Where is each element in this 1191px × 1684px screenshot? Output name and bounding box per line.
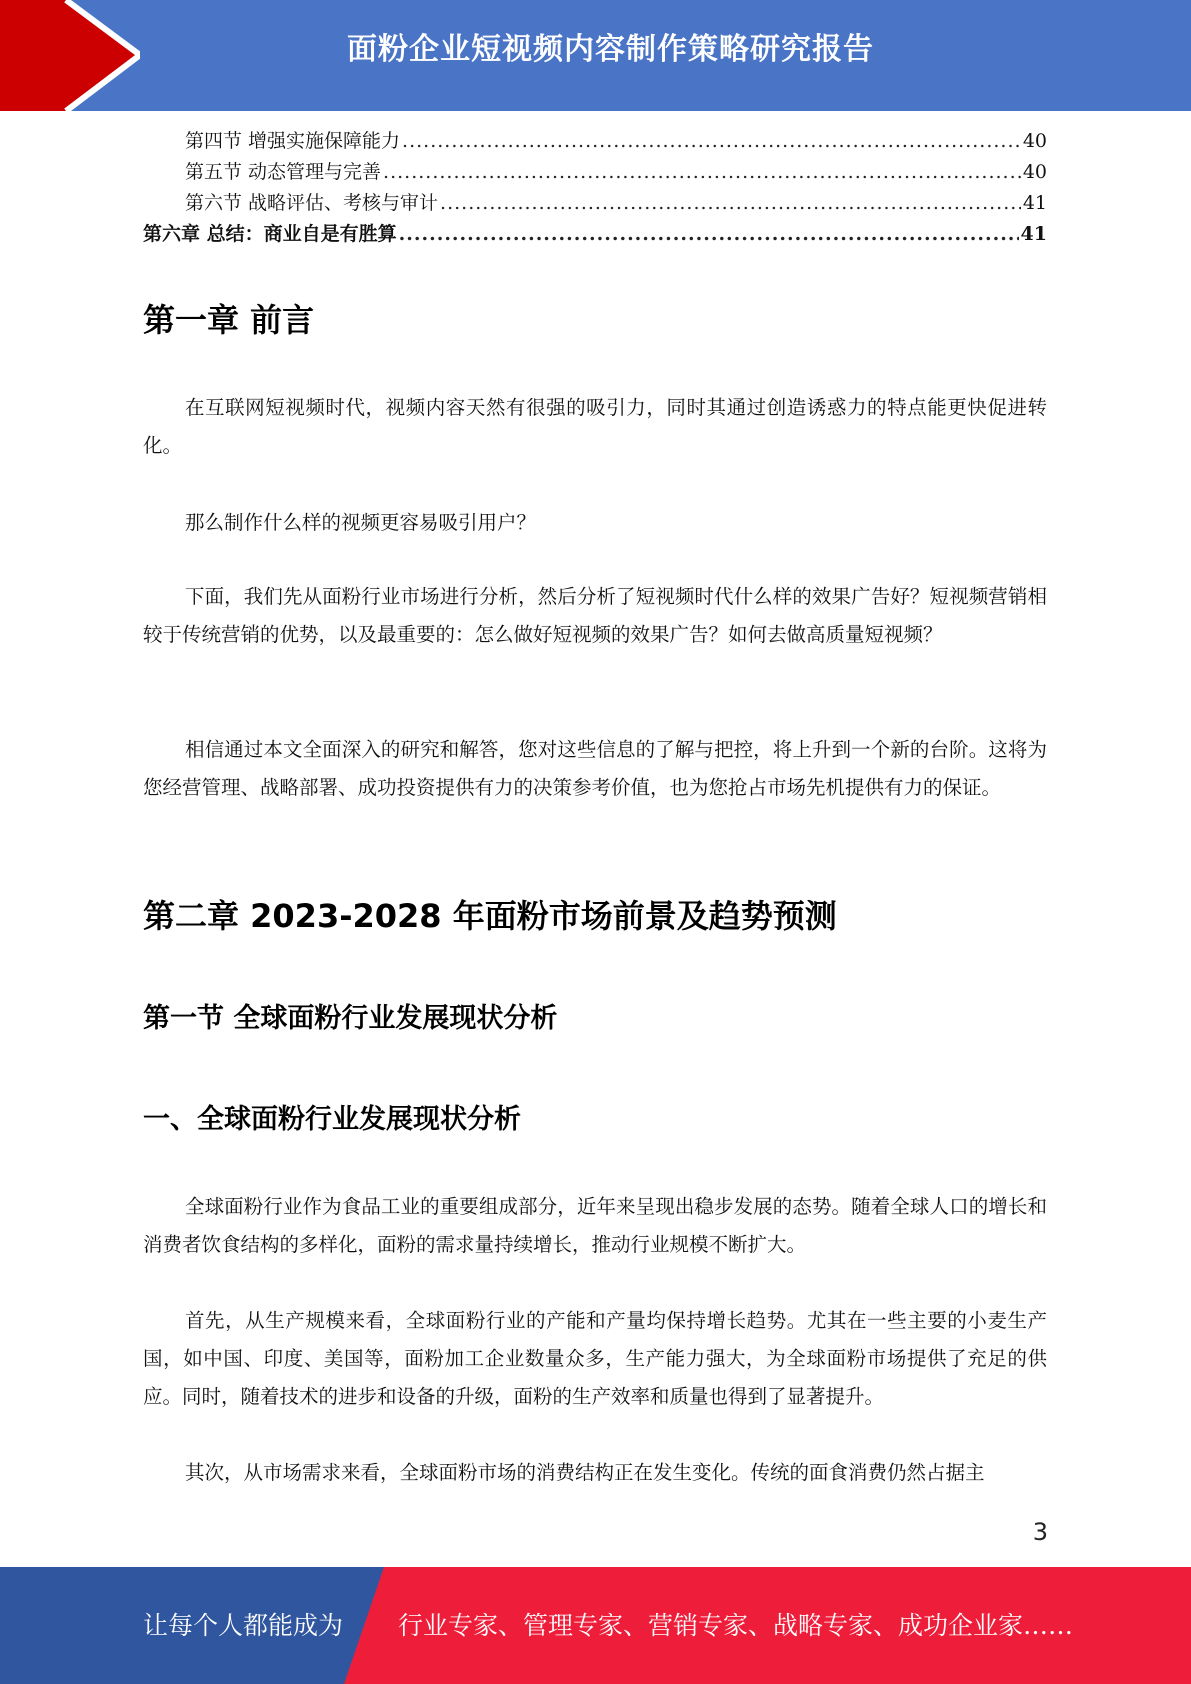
chapter-heading: 第一章 前言 xyxy=(143,301,315,339)
subsection-heading: 一、全球面粉行业发展现状分析 xyxy=(143,1104,521,1135)
toc-leader-dots xyxy=(383,161,1021,183)
toc-entry-page: 40 xyxy=(1022,130,1047,152)
toc-entry-title: 第六章 总结：商业自是有胜算 xyxy=(143,223,397,245)
paragraph: 首先，从生产规模来看，全球面粉行业的产能和产量均保持增长趋势。尤其在一些主要的小麦生产国，如中国、印度、美国等，面粉加工企业数量众多，生产能力强大，为全球面粉市场提供了充足的供应。同时，随着技术的进步和设备的升级，面粉的生产效率和质量也得到了显著提升。 xyxy=(143,1309,1047,1408)
toc-entry-chapter[interactable] xyxy=(143,219,1047,250)
page-number: 3 xyxy=(1032,1518,1048,1546)
toc-leader-dots xyxy=(402,130,1021,152)
footer-slogan-right: 行业专家、管理专家、营销专家、战略专家、成功企业家…… xyxy=(398,1611,1074,1640)
toc-entry[interactable] xyxy=(143,126,1047,157)
footer-slogan-left: 让每个人都能成为 xyxy=(143,1611,344,1640)
table-of-contents xyxy=(143,126,1047,250)
toc-entry-title: 第六节 战略评估、考核与审计 xyxy=(185,192,439,214)
toc-entry-title: 第四节 增强实施保障能力 xyxy=(185,130,401,152)
footer-banner xyxy=(0,1567,1191,1684)
paragraph: 下面，我们先从面粉行业市场进行分析，然后分析了短视频时代什么样的效果广告好？短视频营销相较于传统营销的优势，以及最重要的：怎么做好短视频的效果广告？如何去做高质量短视频？ xyxy=(143,585,1047,646)
paragraph: 其次，从市场需求来看，全球面粉市场的消费结构正在发生变化。传统的面食消费仍然占据主 xyxy=(185,1461,985,1484)
toc-entry[interactable] xyxy=(143,188,1047,219)
toc-leader-dots xyxy=(399,223,1019,245)
paragraph: 全球面粉行业作为食品工业的重要组成部分，近年来呈现出稳步发展的态势。随着全球人口的增长和消费者饮食结构的多样化，面粉的需求量持续增长，推动行业规模不断扩大。 xyxy=(143,1195,1047,1256)
section-heading: 第一节 全球面粉行业发展现状分析 xyxy=(143,1003,558,1034)
toc-entry-page: 41 xyxy=(1022,192,1047,214)
paragraph: 相信通过本文全面深入的研究和解答，您对这些信息的了解与把控，将上升到一个新的台阶。这将为您经营管理、战略部署、成功投资提供有力的决策参考价值，也为您抢占市场先机提供有力的保证。 xyxy=(143,738,1047,799)
toc-entry[interactable] xyxy=(143,157,1047,188)
paragraph: 在互联网短视频时代，视频内容天然有很强的吸引力，同时其通过创造诱惑力的特点能更快促进转化。 xyxy=(143,396,1047,457)
toc-entry-title: 第五节 动态管理与完善 xyxy=(185,161,382,183)
toc-leader-dots xyxy=(440,192,1021,214)
chapter-heading: 第二章 2023-2028 年面粉市场前景及趋势预测 xyxy=(143,897,837,935)
paragraph: 那么制作什么样的视频更容易吸引用户？ xyxy=(185,511,537,534)
header-banner xyxy=(0,0,1191,111)
toc-entry-page: 41 xyxy=(1020,223,1047,245)
report-title: 面粉企业短视频内容制作策略研究报告 xyxy=(347,32,874,67)
toc-entry-page: 40 xyxy=(1022,161,1047,183)
